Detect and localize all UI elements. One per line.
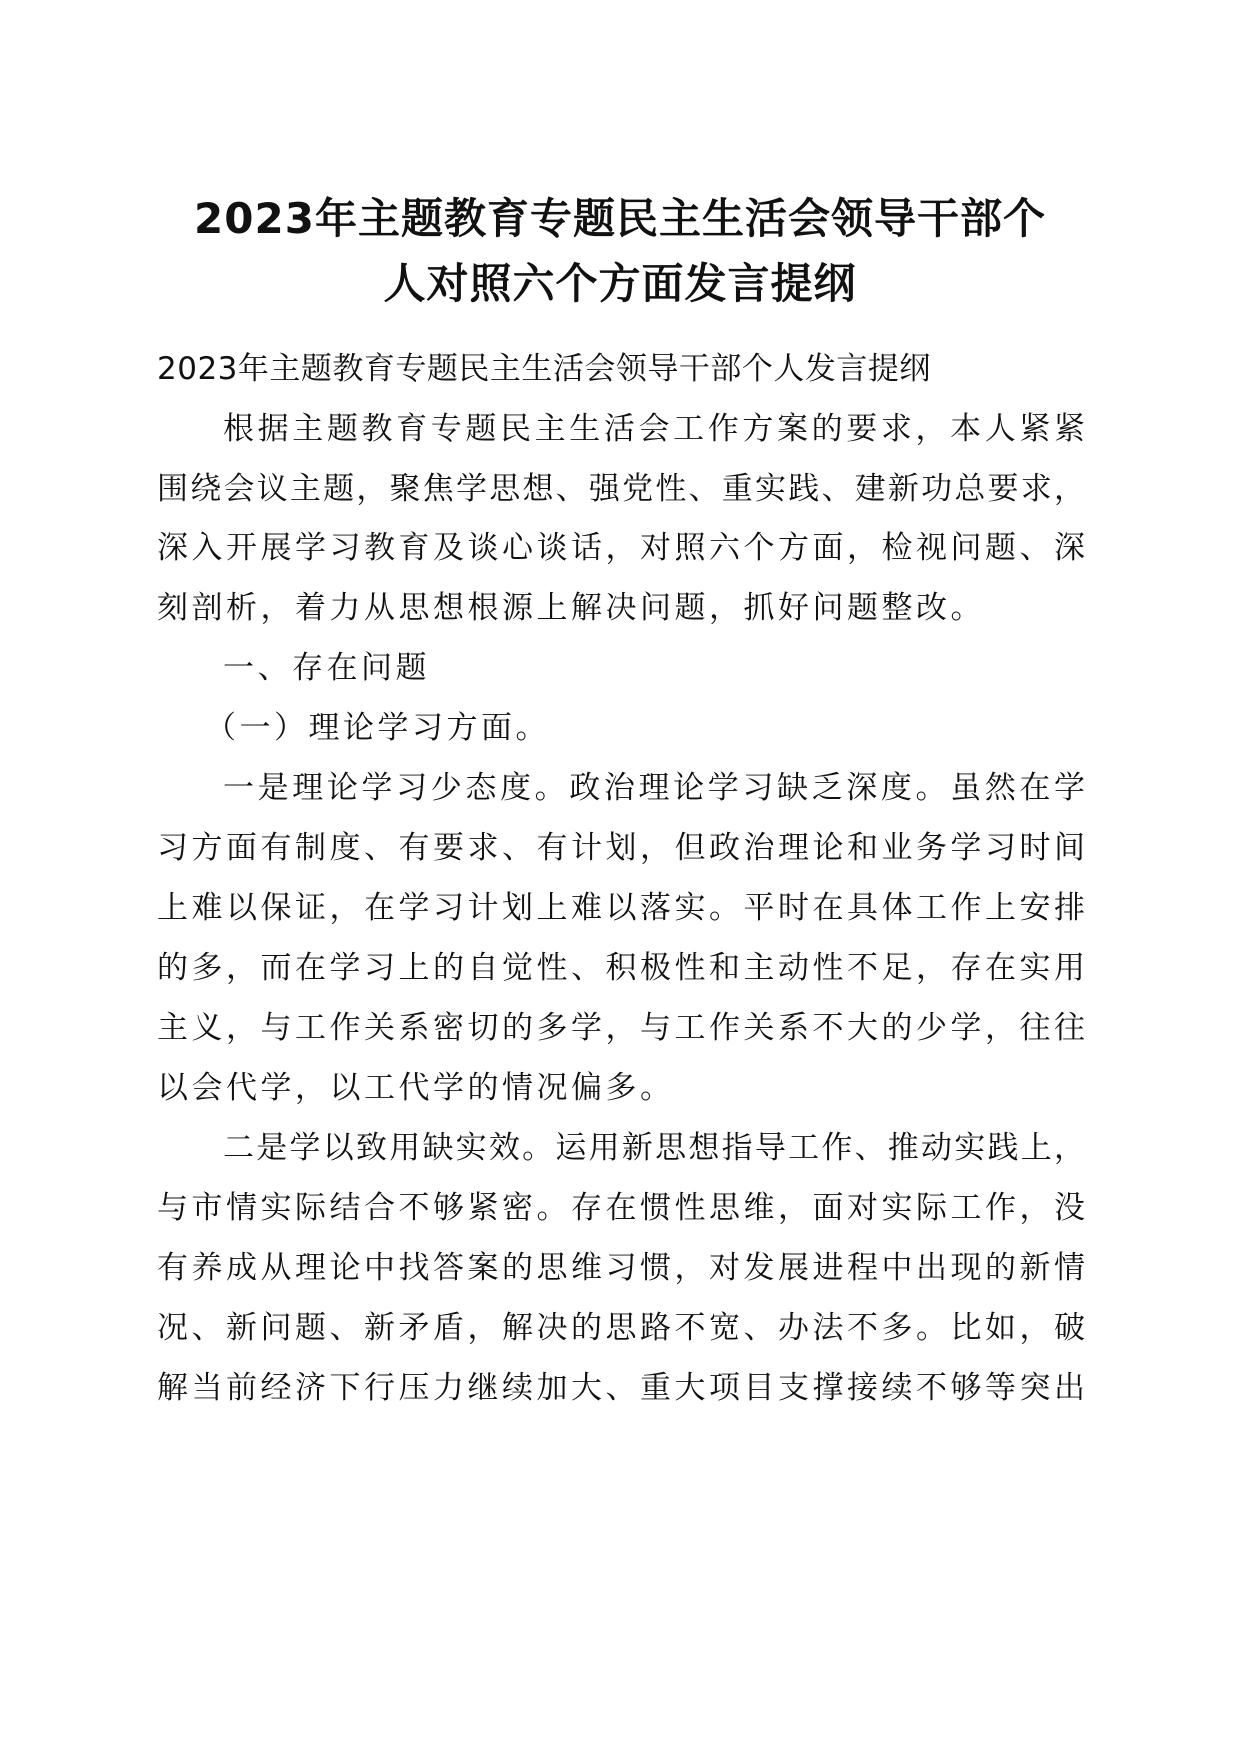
paragraph-line: 二是学以致用缺实效。运用新思想指导工作、推动实践上， — [223, 1130, 1085, 1166]
paragraph-line: 以会代学，以工代学的情况偏多。 — [157, 1070, 675, 1106]
document-title-line-1: 2023年主题教育专题民主生活会领导干部个 — [194, 194, 1046, 243]
document-subtitle: 2023年主题教育专题民主生活会领导干部个人发言提纲 — [157, 351, 931, 387]
paragraph-line: 解当前经济下行压力继续加大、重大项目支撑接续不够等突出 — [157, 1370, 1085, 1406]
paragraph-line: 根据主题教育专题民主生活会工作方案的要求，本人紧紧 — [223, 411, 1085, 447]
paragraph-line: 有养成从理论中找答案的思维习惯，对发展进程中出现的新情 — [157, 1250, 1085, 1286]
paragraph-line: 况、新问题、新矛盾，解决的思路不宽、办法不多。比如，破 — [157, 1310, 1085, 1346]
section-heading: 一、存在问题 — [223, 650, 430, 686]
paragraph-line: 围绕会议主题，聚焦学思想、强党性、重实践、建新功总要求， — [157, 471, 1085, 507]
paragraph-line: 一是理论学习少态度。政治理论学习缺乏深度。虽然在学 — [223, 770, 1085, 806]
paragraph-line: 主义，与工作关系密切的多学，与工作关系不大的少学，往往 — [157, 1010, 1085, 1046]
paragraph-line: 的多，而在学习上的自觉性、积极性和主动性不足，存在实用 — [157, 950, 1085, 986]
paragraph-line: 习方面有制度、有要求、有计划，但政治理论和业务学习时间 — [157, 830, 1085, 866]
paragraph-line: 上难以保证，在学习计划上难以落实。平时在具体工作上安排 — [157, 890, 1085, 926]
document-title-line-2: 人对照六个方面发言提纲 — [383, 259, 857, 308]
paragraph-line: 深入开展学习教育及谈心谈话，对照六个方面，检视问题、深 — [157, 530, 1085, 566]
subsection-heading: （一）理论学习方面。 — [205, 710, 550, 746]
paragraph-line: 与市情实际结合不够紧密。存在惯性思维，面对实际工作，没 — [157, 1190, 1085, 1226]
paragraph-line: 刻剖析，着力从思想根源上解决问题，抓好问题整改。 — [157, 590, 985, 626]
